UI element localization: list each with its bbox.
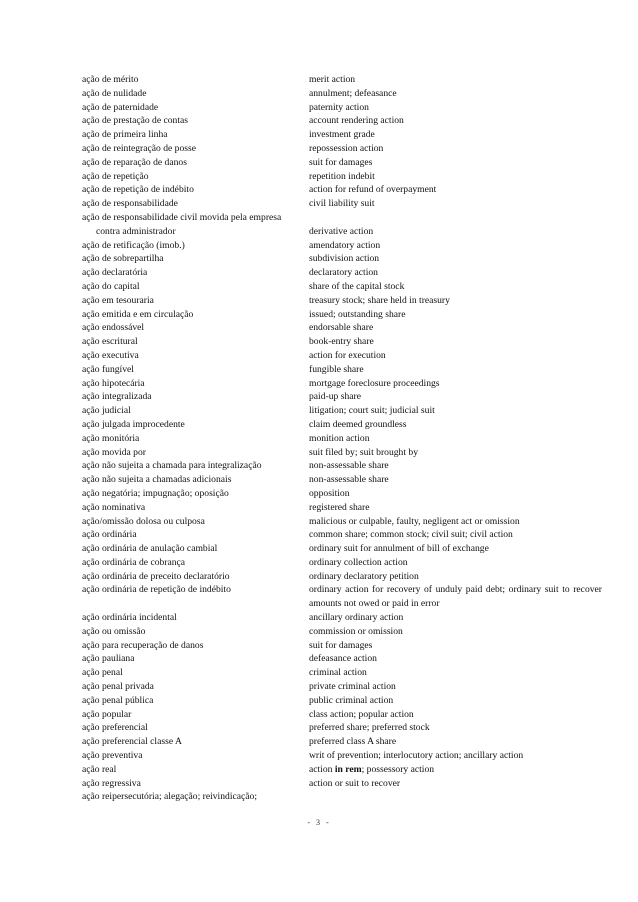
term-portuguese: ação reipersecutória; alegação; reivindicação; xyxy=(82,791,257,803)
glossary-entry xyxy=(82,321,602,335)
glossary-entry xyxy=(82,211,602,225)
term-portuguese: ação de primeira linha xyxy=(82,129,168,141)
term-english: defeasance action xyxy=(309,653,377,665)
term-english: criminal action xyxy=(309,667,367,679)
glossary-entry xyxy=(82,749,602,763)
term-english: derivative action xyxy=(309,225,374,237)
term-portuguese: contra administrador xyxy=(96,225,176,237)
term-english: investment grade xyxy=(309,129,375,141)
term-english: litigation; court suit; judicial suit xyxy=(309,405,435,417)
glossary-list xyxy=(82,73,602,804)
term-english: merit action xyxy=(309,74,356,85)
glossary-entry xyxy=(82,73,602,87)
term-portuguese: ação de repetição xyxy=(82,170,149,182)
glossary-entry xyxy=(82,666,602,680)
term-english: declaratory action xyxy=(309,267,378,279)
term-english xyxy=(309,790,602,804)
term-english: repetition indebit xyxy=(309,170,375,182)
glossary-entry xyxy=(82,390,602,404)
term-english: issued; outstanding share xyxy=(309,308,406,320)
term-english: amendatory action xyxy=(309,239,381,251)
glossary-entry xyxy=(82,625,602,639)
term-portuguese: ação negatória; impugnação; oposição xyxy=(82,487,229,499)
glossary-entry xyxy=(82,101,602,115)
glossary-entry xyxy=(82,170,602,184)
term-portuguese: ação ordinária de repetição de indébito xyxy=(82,584,231,596)
term-english: action in rem; possessory action xyxy=(309,763,435,775)
term-portuguese: ação emitida e em circulação xyxy=(82,308,194,320)
term-portuguese: ação monitória xyxy=(82,432,140,444)
term-english xyxy=(309,211,602,225)
glossary-entry xyxy=(82,501,602,515)
term-portuguese: ação de reintegração de posse xyxy=(82,142,196,154)
term-english: action or suit to recover xyxy=(309,777,401,789)
term-english: non-assessable share xyxy=(309,460,389,472)
term-english: monition action xyxy=(309,432,370,444)
glossary-entry xyxy=(82,197,602,211)
term-english: ordinary action for recovery of unduly paid debt; ordinary suit to recover amounts not owed or paid in error xyxy=(309,584,602,610)
glossary-entry xyxy=(82,183,602,197)
glossary-entry xyxy=(82,652,602,666)
glossary-entry xyxy=(82,142,602,156)
glossary-entry xyxy=(82,694,602,708)
term-portuguese: ação penal pública xyxy=(82,694,154,706)
glossary-entry xyxy=(82,639,602,653)
term-portuguese: ação preferencial classe A xyxy=(82,736,182,748)
term-english: registered share xyxy=(309,501,370,513)
term-portuguese: ação popular xyxy=(82,708,132,720)
term-portuguese: ação endossável xyxy=(82,322,145,334)
glossary-entry xyxy=(82,487,602,501)
term-portuguese: ação fungível xyxy=(82,363,134,375)
term-english: preferred share; preferred stock xyxy=(309,722,430,734)
term-portuguese: ação regressiva xyxy=(82,777,141,789)
term-portuguese: ação de reparação de danos xyxy=(82,156,187,168)
term-portuguese: ação de paternidade xyxy=(82,101,159,113)
glossary-entry xyxy=(82,363,602,377)
term-english: treasury stock; share held in treasury xyxy=(309,294,450,306)
term-portuguese: ação de responsabilidade civil movida pela empresa xyxy=(82,211,282,223)
term-english: suit filed by; suit brought by xyxy=(309,446,418,458)
glossary-entry xyxy=(82,708,602,722)
term-english: account rendering action xyxy=(309,115,404,127)
term-english: action for refund of overpayment xyxy=(309,184,437,196)
term-portuguese: ação não sujeita a chamada para integralização xyxy=(82,460,262,472)
glossary-entry xyxy=(82,528,602,542)
term-english: paternity action xyxy=(309,101,369,113)
term-portuguese: ação penal xyxy=(82,667,123,679)
term-english: repossession action xyxy=(309,142,384,154)
term-portuguese: ação ordinária xyxy=(82,529,137,541)
term-english: non-assessable share xyxy=(309,474,389,486)
term-english: public criminal action xyxy=(309,694,394,706)
term-english: ancillary ordinary action xyxy=(309,612,404,624)
term-english: preferred class A share xyxy=(309,736,397,748)
glossary-entry xyxy=(82,308,602,322)
term-portuguese: ação judicial xyxy=(82,405,131,417)
term-portuguese: ação do capital xyxy=(82,280,140,292)
term-english: suit for damages xyxy=(309,156,373,168)
term-english: class action; popular action xyxy=(309,708,414,720)
term-portuguese: ação integralizada xyxy=(82,391,152,403)
glossary-entry xyxy=(82,680,602,694)
term-portuguese: ação em tesouraria xyxy=(82,294,154,306)
term-english: private criminal action xyxy=(309,681,396,693)
term-english: claim deemed groundless xyxy=(309,418,407,430)
term-portuguese: ação escritural xyxy=(82,336,138,348)
term-english: ordinary suit for annulment of bill of exchange xyxy=(309,543,489,555)
glossary-entry xyxy=(82,611,602,625)
glossary-entry xyxy=(82,735,602,749)
term-english: suit for damages xyxy=(309,639,373,651)
glossary-entry xyxy=(82,777,602,791)
glossary-entry xyxy=(82,266,602,280)
term-portuguese: ação preferencial xyxy=(82,722,148,734)
glossary-entry xyxy=(82,446,602,460)
term-portuguese: ação executiva xyxy=(82,349,139,361)
glossary-entry xyxy=(82,583,602,611)
glossary-entry xyxy=(82,432,602,446)
term-english: book-entry share xyxy=(309,336,374,348)
term-portuguese: ação de prestação de contas xyxy=(82,115,189,127)
term-english: ordinary declaratory petition xyxy=(309,570,419,582)
term-portuguese: ação de nulidade xyxy=(82,87,147,99)
term-english: annulment; defeasance xyxy=(309,87,397,99)
term-portuguese: ação preventiva xyxy=(82,750,143,762)
emphasis: in rem xyxy=(334,763,362,775)
glossary-entry xyxy=(82,721,602,735)
term-english: opposition xyxy=(309,487,350,499)
glossary-entry xyxy=(82,349,602,363)
term-portuguese: ação real xyxy=(82,763,117,775)
term-portuguese: ação hipotecária xyxy=(82,377,145,389)
term-portuguese: ação ou omissão xyxy=(82,625,146,637)
term-english: mortgage foreclosure proceedings xyxy=(309,377,440,389)
glossary-entry xyxy=(82,87,602,101)
term-english: endorsable share xyxy=(309,322,374,334)
term-english: malicious or culpable, faulty, negligent act or omission xyxy=(309,515,520,527)
glossary-entry xyxy=(82,225,602,239)
term-english: writ of prevention; interlocutory action; ancillary action xyxy=(309,750,524,762)
glossary-entry xyxy=(82,570,602,584)
term-portuguese: ação declaratória xyxy=(82,267,148,279)
term-portuguese: ação pauliana xyxy=(82,653,135,665)
term-portuguese: ação movida por xyxy=(82,446,146,458)
glossary-entry xyxy=(82,252,602,266)
glossary-entry xyxy=(82,790,602,804)
term-portuguese: ação ordinária de cobrança xyxy=(82,556,186,568)
term-portuguese: ação de repetição de indébito xyxy=(82,184,194,196)
term-english: paid-up share xyxy=(309,391,361,403)
glossary-entry xyxy=(82,404,602,418)
glossary-entry xyxy=(82,294,602,308)
term-english: civil liability suit xyxy=(309,198,375,210)
term-portuguese: ação de responsabilidade xyxy=(82,198,178,210)
glossary-entry xyxy=(82,239,602,253)
term-portuguese: ação de mérito xyxy=(82,74,139,85)
term-portuguese: ação ordinária incidental xyxy=(82,612,177,624)
page-number: - 3 - xyxy=(307,818,331,827)
term-english: fungible share xyxy=(309,363,364,375)
glossary-entry xyxy=(82,280,602,294)
term-portuguese: ação de sobrepartilha xyxy=(82,253,164,265)
term-portuguese: ação penal privada xyxy=(82,681,154,693)
glossary-entry xyxy=(82,542,602,556)
glossary-entry xyxy=(82,335,602,349)
term-portuguese: ação/omissão dolosa ou culposa xyxy=(82,515,205,527)
term-english: common share; common stock; civil suit; civil action xyxy=(309,529,513,541)
glossary-entry xyxy=(82,114,602,128)
term-english: commission or omission xyxy=(309,625,403,637)
glossary-entry xyxy=(82,156,602,170)
glossary-entry xyxy=(82,128,602,142)
term-english: subdivision action xyxy=(309,253,380,265)
term-portuguese: ação para recuperação de danos xyxy=(82,639,204,651)
glossary-entry xyxy=(82,459,602,473)
term-portuguese: ação julgada improcedente xyxy=(82,418,185,430)
glossary-entry xyxy=(82,515,602,529)
glossary-entry xyxy=(82,377,602,391)
glossary-entry xyxy=(82,418,602,432)
term-portuguese: ação não sujeita a chamadas adicionais xyxy=(82,474,232,486)
term-english: share of the capital stock xyxy=(309,280,405,292)
term-portuguese: ação ordinária de preceito declaratório xyxy=(82,570,230,582)
term-portuguese: ação ordinária de anulação cambial xyxy=(82,543,218,555)
glossary-entry xyxy=(82,556,602,570)
glossary-entry xyxy=(82,473,602,487)
term-english: ordinary collection action xyxy=(309,556,408,568)
glossary-entry xyxy=(82,763,602,777)
term-english: action for execution xyxy=(309,349,386,361)
term-portuguese: ação nominativa xyxy=(82,501,146,513)
term-portuguese: ação de retificação (imob.) xyxy=(82,239,185,251)
